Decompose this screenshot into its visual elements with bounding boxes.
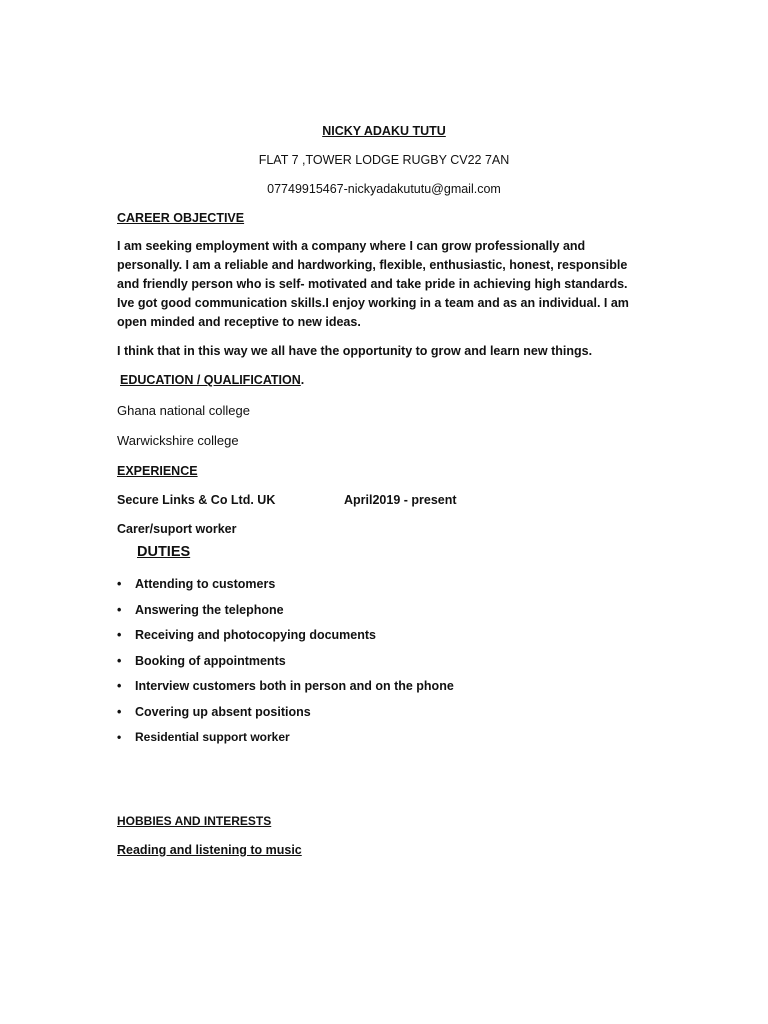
list-item	[117, 602, 454, 628]
bullet-icon: •	[117, 653, 122, 668]
education-heading-line	[120, 372, 304, 388]
experience-company: Secure Links & Co Ltd. UK	[117, 493, 276, 507]
career-objective-closing: I think that in this way we all have the opportunity to grow and learn new things.	[117, 344, 593, 358]
bullet-icon: •	[117, 730, 122, 744]
hobbies-item: Reading and listening to music	[117, 843, 302, 857]
hobbies-heading: HOBBIES AND INTERESTS	[117, 814, 272, 828]
list-item	[117, 576, 454, 602]
duties-heading: DUTIES	[137, 544, 191, 560]
education-heading: EDUCATION / QUALIFICATION	[120, 373, 301, 387]
duty-text: Interview customers both in person and on the phone	[135, 679, 454, 693]
list-item	[117, 653, 454, 679]
candidate-name: NICKY ADAKU TUTU	[322, 124, 446, 138]
experience-heading: EXPERIENCE	[117, 464, 198, 478]
education-item: Warwickshire college	[117, 433, 239, 448]
bullet-icon: •	[117, 628, 122, 642]
duty-text: Answering the telephone	[135, 602, 284, 617]
bullet-icon: •	[117, 704, 122, 719]
candidate-address: FLAT 7 ,TOWER LODGE RUGBY CV22 7AN	[258, 153, 510, 167]
duty-text: Attending to customers	[135, 577, 276, 591]
education-heading-suffix: .	[300, 373, 305, 387]
list-item	[117, 627, 454, 653]
experience-period: April2019 - present	[344, 493, 457, 507]
bullet-icon: •	[117, 602, 122, 617]
duty-text: Residential support worker	[135, 730, 290, 744]
duty-text: Receiving and photocopying documents	[135, 628, 376, 642]
education-item: Ghana national college	[117, 403, 250, 418]
duty-text: Booking of appointments	[135, 653, 286, 668]
duties-list	[117, 576, 454, 755]
experience-role: Carer/suport worker	[117, 522, 237, 536]
list-item	[117, 678, 454, 704]
bullet-icon: •	[117, 679, 122, 693]
candidate-contact: 07749915467-nickyadakututu@gmail.com	[267, 182, 501, 196]
duty-text: Covering up absent positions	[135, 704, 311, 719]
career-objective-paragraph: I am seeking employment with a company where I can grow professionally and personally. I am a reliable and hardworking, flexible, enthusiastic, honest, responsible and friendly person who is self- motivated and take pride in achieving high standards. Ive got good communication skills.I enjoy working in a team and as an individual. I am open minded and receptive to new ideas.	[117, 239, 629, 329]
bullet-icon: •	[117, 577, 122, 591]
list-item	[117, 729, 454, 755]
career-objective-heading: CAREER OBJECTIVE	[117, 211, 245, 225]
list-item	[117, 704, 454, 730]
